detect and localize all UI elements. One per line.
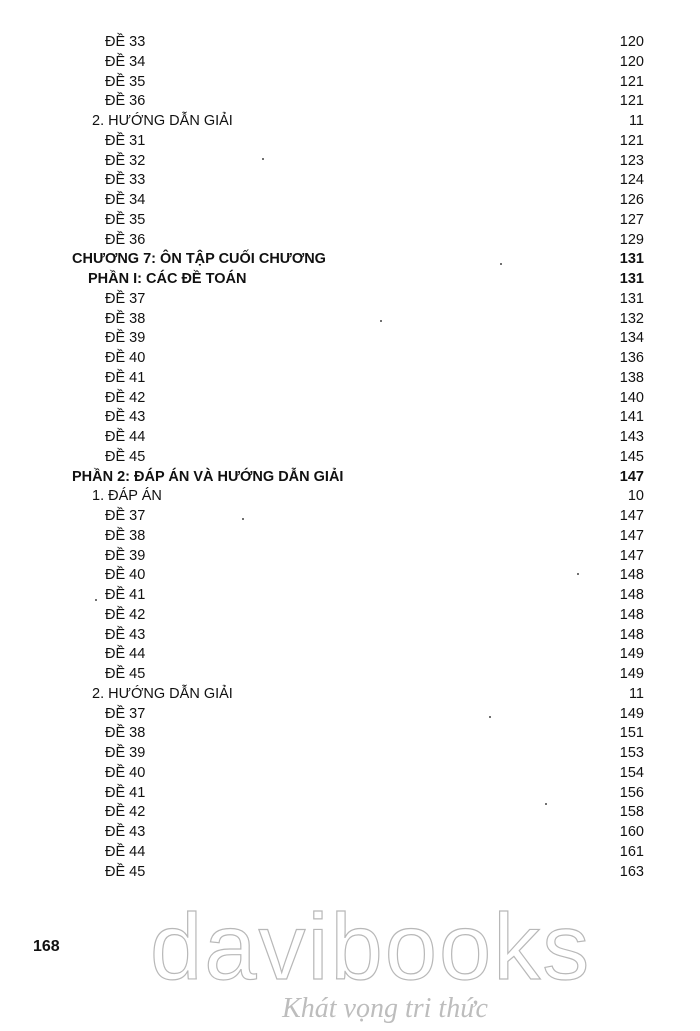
toc-entry-label: ĐỀ 31 [105, 132, 146, 149]
toc-entry-page: 143 [619, 429, 644, 445]
watermark-tagline: Khát vọng tri thức [282, 993, 488, 1024]
toc-entry-label: ĐỀ 39 [105, 330, 146, 347]
toc-entry-label: ĐỀ 35 [105, 73, 146, 90]
toc-entry [0, 527, 700, 547]
toc-entry [0, 33, 700, 53]
toc-entry-page: 149 [619, 666, 644, 682]
toc-entry-label: ĐỀ 42 [105, 804, 146, 821]
toc-entry-page: 153 [619, 745, 644, 761]
toc-entry-label: ĐỀ 41 [105, 587, 146, 603]
toc-entry [0, 231, 700, 251]
toc-entry-label: ĐỀ 43 [105, 409, 146, 426]
toc-entry-label: ĐỀ 32 [105, 152, 146, 169]
toc-entry-label: ĐỀ 33 [105, 172, 146, 189]
toc-entry-page: 160 [619, 824, 644, 840]
toc-entry-label: ĐỀ 36 [105, 93, 146, 110]
page-number: 168 [33, 938, 60, 955]
toc-entry-page: 149 [619, 705, 644, 722]
toc-entry [0, 389, 700, 409]
toc-entry [0, 310, 700, 330]
toc-entry-label: ĐỀ 35 [105, 211, 146, 228]
toc-entry-label: ĐỀ 37 [105, 705, 146, 722]
toc-entry-page: 121 [619, 132, 644, 149]
toc-entry-page: 148 [619, 567, 644, 584]
toc-entry-page: 154 [619, 764, 644, 781]
toc-entry [0, 823, 700, 843]
toc-entry-page: 156 [619, 784, 644, 801]
toc-entry-page: 145 [619, 448, 644, 465]
toc-entry [0, 606, 700, 626]
toc-entry [0, 171, 700, 191]
toc-entry-page: 121 [619, 73, 644, 90]
toc-entry-label: ĐỀ 42 [105, 606, 146, 623]
toc-entry-label: ĐỀ 41 [105, 369, 146, 386]
toc-entry-label: ĐỀ 45 [105, 863, 146, 880]
toc-entry-page: 120 [619, 34, 644, 50]
toc-entry-label: ĐỀ 34 [105, 53, 146, 70]
toc-entry [0, 586, 700, 606]
toc-entry [0, 53, 700, 73]
toc-entry-label: ĐỀ 40 [105, 567, 146, 584]
toc-entry [0, 645, 700, 665]
toc-entry [0, 487, 700, 507]
toc-entry [0, 665, 700, 685]
toc-entry-label: PHẦN 2: ĐÁP ÁN VÀ HƯỚNG DẪN GIẢI [72, 468, 344, 485]
toc-entry-page: 121 [619, 93, 644, 110]
toc-entry-page: 147 [619, 527, 644, 544]
toc-entry [0, 270, 700, 290]
toc-entry-page: 120 [619, 53, 644, 70]
toc-entry-page: 131 [619, 290, 644, 307]
toc-entry [0, 290, 700, 310]
toc-entry [0, 329, 700, 349]
toc-entry [0, 92, 700, 112]
toc-entry-label: ĐỀ 44 [105, 646, 146, 663]
toc-entry-page: 163 [619, 863, 644, 880]
toc-entry [0, 428, 700, 448]
toc-entry-page: 140 [619, 389, 644, 406]
watermark [150, 894, 592, 1025]
toc-entry [0, 112, 700, 132]
toc-entry-page: 129 [619, 231, 644, 248]
toc-entry [0, 843, 700, 863]
toc-entry-page: 127 [619, 211, 644, 228]
toc-entry [0, 863, 700, 883]
toc-entry [0, 507, 700, 527]
toc-entry [0, 724, 700, 744]
toc-entry-page: 148 [619, 606, 644, 623]
toc-entry-page: 124 [619, 172, 644, 189]
toc-entry-page: 147 [619, 508, 644, 524]
toc-entry [0, 685, 700, 705]
toc-entry [0, 784, 700, 804]
toc-entry [0, 132, 700, 152]
watermark-logo: davibooks [150, 894, 592, 999]
toc-entry [0, 250, 700, 270]
toc-entry-page: 147 [619, 547, 644, 564]
toc-entry [0, 764, 700, 784]
toc-entry-label: ĐỀ 38 [105, 527, 146, 544]
toc-entry-label: 2. HƯỚNG DẪN GIẢI [92, 685, 233, 702]
toc-entry-page: 11 [628, 113, 644, 129]
toc-entry [0, 626, 700, 646]
toc-entry [0, 744, 700, 764]
toc-entry [0, 547, 700, 567]
toc-entry [0, 152, 700, 172]
toc-entry-label: ĐỀ 43 [105, 626, 146, 643]
toc-entry-page: 123 [619, 152, 644, 169]
toc-entry-page: 151 [619, 725, 644, 742]
toc-entry-page: 10 [627, 488, 644, 505]
toc-entry-label: ĐỀ 39 [105, 745, 146, 761]
toc-entry [0, 566, 700, 586]
toc-entry-label: PHẦN I: CÁC ĐỀ TOÁN [88, 271, 247, 287]
toc-entry [0, 211, 700, 231]
toc-entry-page: 126 [619, 192, 644, 208]
toc-entry-label: ĐỀ 43 [105, 824, 146, 840]
toc-entry [0, 803, 700, 823]
toc-entry-label: ĐỀ 40 [105, 764, 146, 781]
toc-entry-label: ĐỀ 39 [105, 547, 146, 564]
toc-entry-label: ĐỀ 44 [105, 429, 146, 445]
toc-entry-page: 131 [619, 251, 644, 268]
toc-entry-label: ĐỀ 33 [105, 34, 146, 50]
toc-entry-label: ĐỀ 44 [105, 843, 146, 860]
toc-entry-label: ĐỀ 37 [105, 508, 146, 524]
toc-entry-page: 136 [619, 350, 644, 366]
toc-entry-label: 2. HƯỚNG DẪN GIẢI [92, 113, 233, 129]
toc-entry-page: 141 [619, 409, 644, 426]
toc-entry [0, 191, 700, 211]
toc-entry-page: 147 [619, 468, 644, 485]
toc-entry-page: 134 [619, 330, 644, 347]
toc-entry [0, 349, 700, 369]
toc-entry [0, 369, 700, 389]
table-of-contents [0, 33, 700, 882]
toc-entry-page: 138 [619, 369, 644, 386]
toc-entry [0, 408, 700, 428]
toc-entry [0, 448, 700, 468]
toc-entry-label: CHƯƠNG 7: ÔN TẬP CUỐI CHƯƠNG [72, 251, 326, 268]
toc-entry-label: ĐỀ 42 [105, 389, 146, 406]
toc-entry [0, 705, 700, 725]
toc-entry-page: 148 [619, 626, 644, 643]
toc-entry-label: 1. ĐÁP ÁN [92, 488, 162, 505]
toc-entry-label: ĐỀ 38 [105, 725, 146, 742]
toc-entry-label: ĐỀ 37 [105, 290, 146, 307]
toc-entry-page: 148 [619, 587, 644, 603]
toc-entry-label: ĐỀ 45 [105, 448, 146, 465]
toc-entry-page: 161 [619, 843, 644, 860]
toc-entry-label: ĐỀ 40 [105, 350, 146, 366]
toc-entry-page: 132 [619, 310, 644, 327]
toc-entry-label: ĐỀ 41 [105, 784, 146, 801]
toc-entry-page: 11 [628, 685, 644, 702]
toc-entry-page: 131 [619, 271, 644, 287]
toc-entry [0, 468, 700, 488]
toc-entry-label: ĐỀ 34 [105, 192, 146, 208]
toc-entry [0, 73, 700, 93]
toc-entry-label: ĐỀ 45 [105, 666, 146, 682]
toc-entry-label: ĐỀ 38 [105, 310, 146, 327]
toc-entry-label: ĐỀ 36 [105, 231, 146, 248]
toc-entry-page: 158 [619, 804, 644, 821]
toc-entry-page: 149 [619, 646, 644, 663]
